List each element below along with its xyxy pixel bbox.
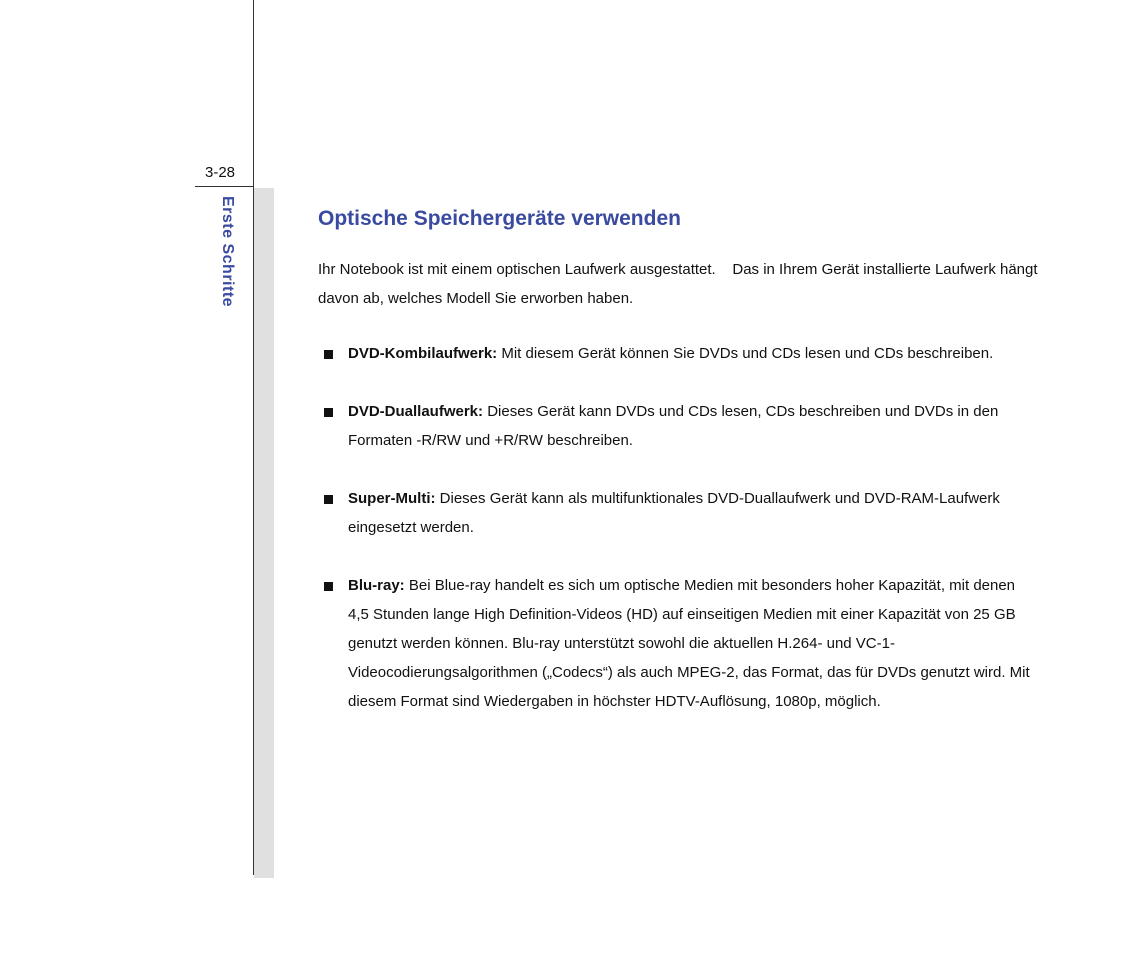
square-bullet-icon	[324, 582, 333, 591]
square-bullet-icon	[324, 495, 333, 504]
item-text: Dieses Gerät kann DVDs und CDs lesen, CDs beschreiben und DVDs in den Formaten -R/RW und +R/RW beschreiben.	[348, 403, 999, 449]
square-bullet-icon	[324, 350, 333, 359]
page-number-rule	[195, 186, 254, 187]
list-item	[318, 397, 1038, 455]
item-text: Dieses Gerät kann als multifunktionales DVD-Duallaufwerk und DVD-RAM-Laufwerk eingesetzt werden.	[348, 490, 1000, 536]
item-term: DVD-Kombilaufwerk:	[348, 345, 498, 362]
page-number: 3-28	[205, 164, 236, 181]
main-content	[318, 205, 1042, 745]
list-item	[318, 484, 1038, 542]
section-heading: Optische Speichergeräte verwenden	[318, 207, 681, 230]
list-item	[318, 571, 1038, 716]
square-bullet-icon	[324, 408, 333, 417]
item-text: Bei Blue-ray handelt es sich um optische Medien mit besonders hoher Kapazität, mit denen 4,5 Stunden lange High Definition-Videos (HD) auf einseitigen Medien mit einer Kapazität von 25 GB genutzt werden können. Blu-ray unterstützt sowohl die aktuellen H.264- und VC-1-Videocodierungsalgorithmen („Codecs“) als auch MPEG-2, das Format, das für DVDs genutzt wird. Mit diesem Format sind Wiedergaben in höchster HDTV-Auflösung, 1080p, möglich.	[348, 577, 1030, 710]
item-term: Super-Multi:	[348, 490, 436, 507]
list-item	[318, 339, 1038, 368]
chapter-sidebar-bar	[254, 188, 274, 878]
item-term: DVD-Duallaufwerk:	[348, 403, 484, 420]
item-term: Blu-ray:	[348, 577, 405, 594]
drive-type-list	[318, 339, 1038, 716]
item-text: Mit diesem Gerät können Sie DVDs und CDs lesen und CDs beschreiben.	[501, 345, 994, 362]
chapter-title: Erste Schritte	[219, 196, 236, 308]
intro-paragraph: Ihr Notebook ist mit einem optischen Laufwerk ausgestattet. Das in Ihrem Gerät installierte Laufwerk hängt davon ab, welches Modell Sie erworben haben.	[318, 261, 1042, 307]
